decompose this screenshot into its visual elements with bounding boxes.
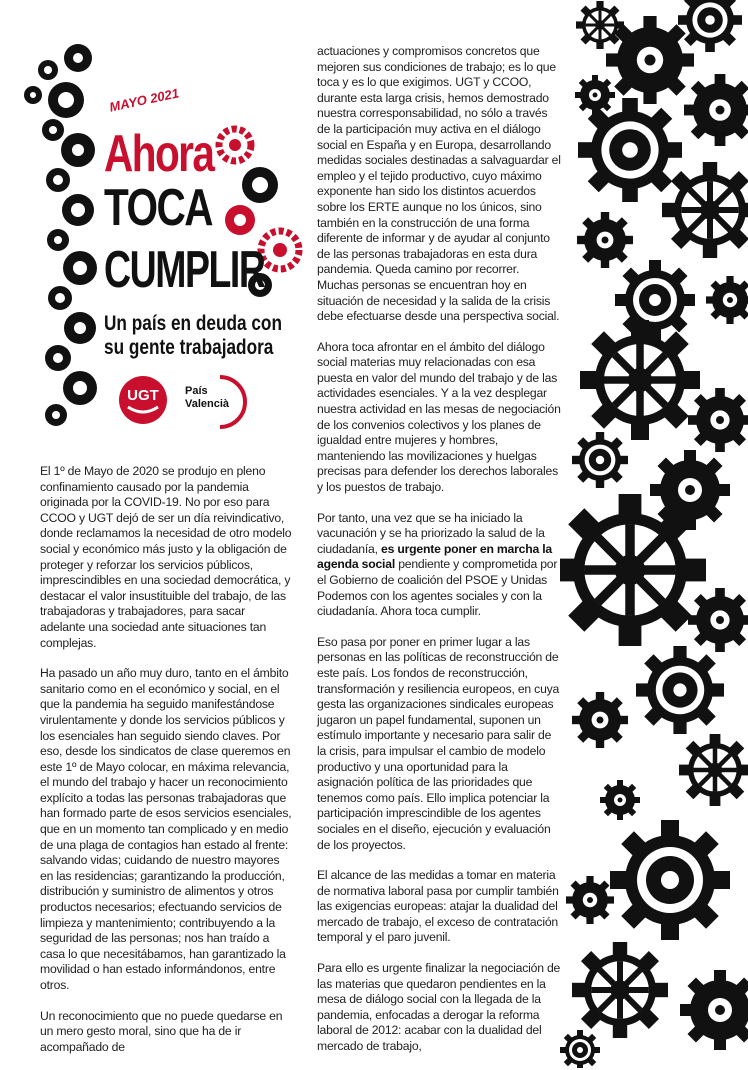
right-column bbox=[317, 44, 563, 1070]
paragraph: El 1º de Mayo de 2020 se produjo en pleno confinamiento causado por la pandemia originada por la COVID-19. No por eso para CCOO y UGT dejó de ser un día reivindicativo, donde reclamamos la necesidad de otro modelo social y económico más justo y la obligación de proteger y reforzar los servicios públicos, imprescindibles en una sociedad democrática, y destacar el valor insustituible del trabajo, de las trabajadoras y trabajadores, para sacar adelante una sociedad ante situaciones tan complejas. bbox=[40, 464, 292, 650]
title-line-2: TOCA bbox=[104, 179, 212, 237]
title-line-3: CUMPLIR bbox=[104, 241, 265, 299]
paragraph-text: pendiente y comprometida por el Gobierno de coalición del PSOE y Unidas Podemos con los agentes sociales y con la ciudadanía. Ahora toca cumplir. bbox=[317, 557, 558, 619]
region-line-2: Valencià bbox=[185, 398, 230, 410]
date-label: MAYO 2021 bbox=[108, 85, 181, 115]
region-arc-icon bbox=[212, 372, 252, 432]
ugt-logo bbox=[118, 375, 168, 425]
paragraph: Para ello es urgente finalizar la negociación de las materias que quedaron pendientes en la mesa de diálogo social con la llegada de la pandemia, enfocadas a derogar la reforma laboral de 2012: acabar con la dualidad del mercado de trabajo, bbox=[317, 961, 561, 1054]
paragraph: Un reconocimiento que no puede quedarse en un mero gesto moral, sino que ha de ir acompañado de bbox=[40, 1008, 283, 1054]
left-column bbox=[40, 464, 292, 1070]
paragraph: Eso pasa por poner en primer lugar a las personas en las políticas de reconstrucción de este país. Los fondos de reconstrucción, transformación y resiliencia europeos, en cuya gesta las organizaciones sindicales europeas jugaron un papel fundamental, suponen un estímulo importante y necesario para salir de la crisis, para impulsar el cambio de modelo productivo y una oportunidad para la asignación política de las prioridades que tenemos como país. Ello implica potenciar la participación imprescindible de los agentes sociales en el diseño, ejecución y evaluación de los proyectos. bbox=[317, 634, 560, 852]
region-line-1: País bbox=[185, 385, 208, 397]
paragraph-text: Por tanto, una vez que se ha iniciado la vacunación y se ha priorizado la salud de la ciudadanía, bbox=[317, 510, 545, 556]
paragraph-with-highlight bbox=[317, 511, 563, 620]
paragraph: El alcance de las medidas a tomar en materia de normativa laboral pasa por cumplir también las exigencias europeas: atajar la dualidad del mercado de trabajo, el exceso de contratación temporal y el paro juvenil. bbox=[317, 868, 559, 945]
title-line-1: Ahora bbox=[104, 125, 214, 183]
gear-decoration-left bbox=[18, 40, 113, 432]
highlight-text: es urgente poner en marcha la agenda social bbox=[317, 541, 552, 572]
paragraph: actuaciones y compromisos concretos que mejoren sus condiciones de trabajo; es lo que toca y es lo que exigimos. UGT y CCOO, durante esta larga crisis, hemos demostrado nuestra corresponsabilidad, no sólo a través de la participación muy activa en el diálogo social en España y en Europa, desarrollando medidas sociales destinadas a salvaguardar el empleo y el tejido productivo, cuyo máximo exponente han sido los distintos acuerdos sobre los ERTE aunque no los únicos, sino también en la construcción de una forma diferente de informar y de ayudar al conjunto de las personas trabajadoras en esta dura pandemia. Queda camino por recorrer. Muchas personas se encuentran hoy en situación de necesidad y la salida de la crisis debe efectuarse desde una perspectiva social. bbox=[317, 44, 561, 324]
paragraph: Ha pasado un año muy duro, tanto en el ámbito sanitario como en el económico y social, en el que la pandemia ha seguido manifestándose virulentamente y donde los servicios públicos y los esenciales han seguido siendo claves. Por eso, desde los sindicatos de clase queremos en este 1º de Mayo colocar, en máxima relevancia, el mundo del trabajo y hacer un reconocimiento explícito a todas las personas trabajadoras que han formado parte de esos servicios esenciales, que en un momento tan complicado y en medio de una plaga de contagios han estado al frente: salvando vidas; cuidando de nuestro mayores en las residencias; garantizando la producción, distribución y suministro de alimentos y otros productos necesarios; efectuando servicios de limpieza y mantenimiento; contribuyendo a la seguridad de las personas; nos han traído a casa lo que necesitábamos, han garantizado la movilidad o han estado informándonos, entre otros. bbox=[40, 666, 292, 992]
subtitle bbox=[104, 312, 282, 360]
ugt-logo-text: UGT bbox=[127, 387, 159, 404]
subtitle-line-2: su gente trabajadora bbox=[104, 336, 274, 359]
paragraph: Ahora toca afrontar en el ámbito del diálogo social materias muy relacionadas con esa puesta en valor del mundo del trabajo y de las actividades esenciales. Y a la vez desplegar nuestra actividad en las mesas de negociación de los convenios colectivos y los planes de igualdad entre mujeres y hombres, manteniendo las movilizaciones y huelgas precisas para defender los derechos laborales y los puestos de trabajo. bbox=[317, 339, 561, 495]
subtitle-line-1: Un país en deuda con bbox=[104, 312, 282, 335]
gear-decoration-right bbox=[560, 0, 748, 1068]
